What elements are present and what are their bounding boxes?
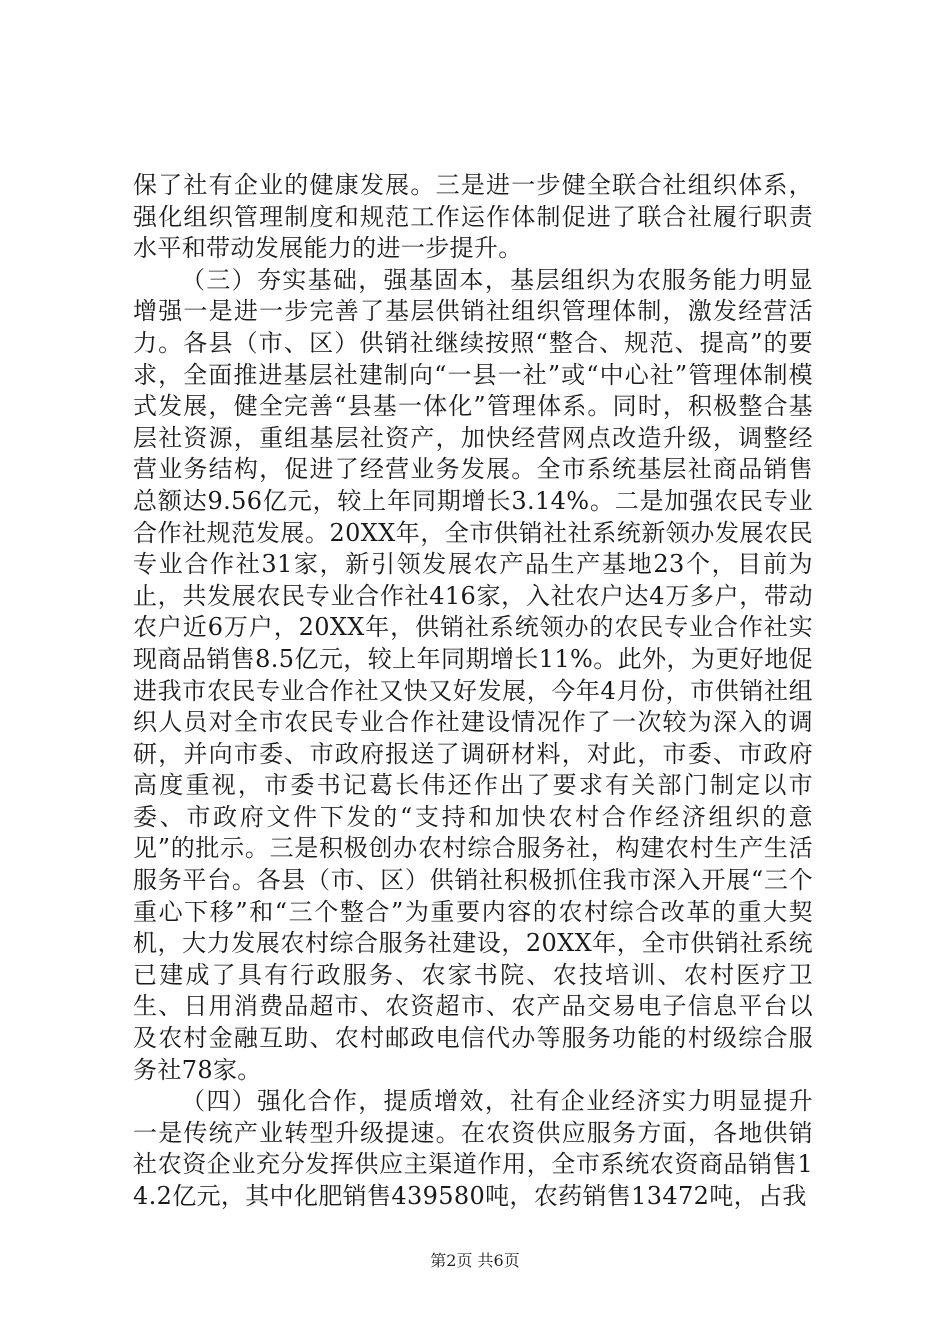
- paragraph-section-four: （四）强化合作，提质增效，社有企业经济实力明显提升一是传统产业转型升级提速。在农资供应服务方面，各地供销社农资企业充分发挥供应主渠道作用，全市系统农资商品销售14.2亿元，其中化肥销售439580吨，农药销售13472吨，占我: [133, 1087, 813, 1210]
- paragraph-continuation: 保了社有企业的健康发展。三是进一步健全联合社组织体系，强化组织管理制度和规范工作运作体制促进了联合社履行职责水平和带动发展能力的进一步提升。: [133, 171, 813, 263]
- page-number-footer: 第2页 共6页: [430, 1251, 520, 1270]
- paragraph-section-three: （三）夯实基础，强基固本，基层组织为农服务能力明显增强一是进一步完善了基层供销社组织管理体制，激发经营活力。各县（市、区）供销社继续按照“整合、规范、提高”的要求，全面推进基层社建制向“一县一社”或“中心社”管理体制模式发展，健全完善“县基一体化”管理体系。同时，积极整合基层社资源，重组基层社资产，加快经营网点改造升级，调整经营业务结构，促进了经营业务发展。全市系统基层社商品销售总额达9.56亿元，较上年同期增长3.14%。二是加强农民专业合作社规范发展。20XX年，全市供销社社系统新领办发展农民专业合作社31家，新引领发展农产品生产基地23个，目前为止，共发展农民专业合作社416家，入社农户达4万多户，带动农户近6万户，20XX年，供销社系统领办的农民专业合作社实现商品销售8.5亿元，较上年同期增长11%。此外，为更好地促进我市农民专业合作社又快又好发展，今年4月份，市供销社组织人员对全市农民专业合作社建设情况作了一次较为深入的调研，并向市委、市政府报送了调研材料，对此，市委、市政府高度重视，市委书记葛长伟还作出了要求有关部门制定以市委、市政府文件下发的“支持和加快农村合作经济组织的意见”的批示。三是积极创办农村综合服务社，构建农村生产生活服务平台。各县（市、区）供销社积极抓住我市深入开展“三个重心下移”和“三个整合”为重要内容的农村综合改革的重大契机，大力发展农村综合服务社建设，20XX年，全市供销社系统已建成了具有行政服务、农家书院、农技培训、农村医疗卫生、日用消费品超市、农资超市、农产品交易电子信息平台以及农村金融互助、农村邮政电信代办等服务功能的村级综合服务社78家。: [133, 265, 813, 1084]
- body-text: [133, 170, 813, 1213]
